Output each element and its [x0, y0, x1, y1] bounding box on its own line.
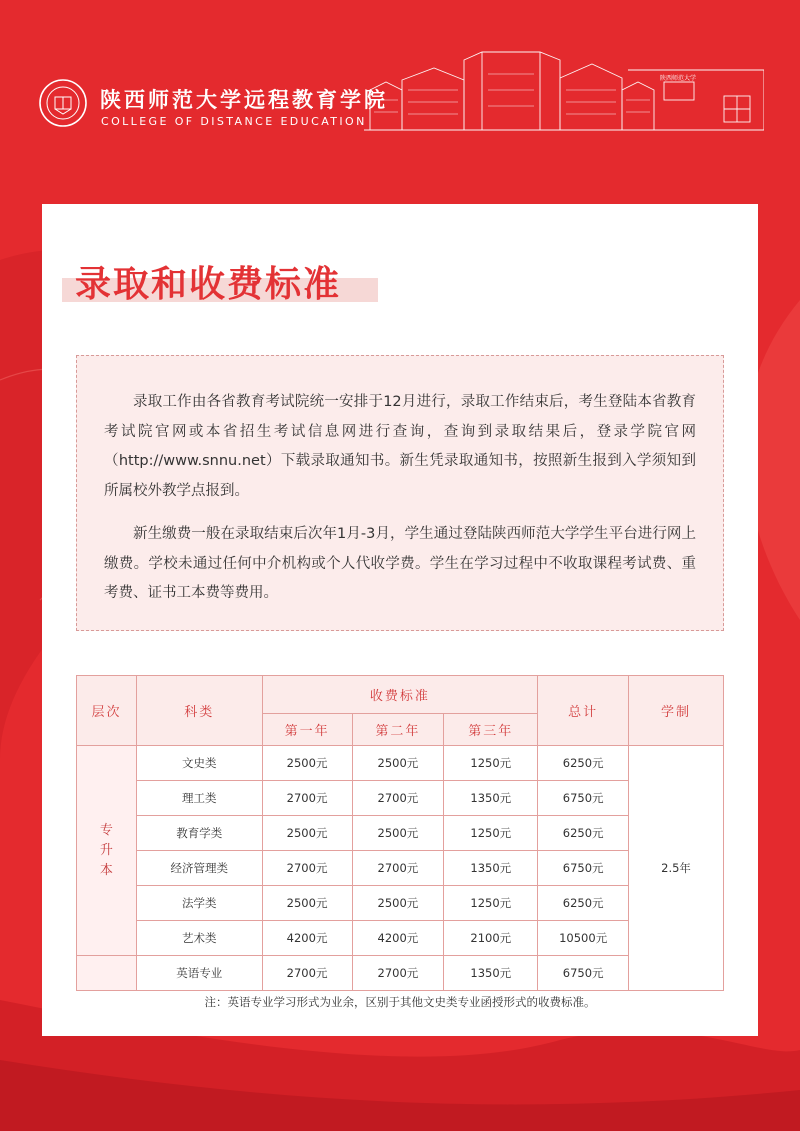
page-title: 录取和收费标准 — [75, 264, 342, 305]
year2-fee-cell: 2700元 — [352, 956, 444, 991]
school-name-en: COLLEGE OF DISTANCE EDUCATION — [101, 115, 367, 128]
year2-fee-cell: 2500元 — [352, 746, 444, 781]
category-cell: 文史类 — [136, 746, 262, 781]
table-row — [77, 956, 724, 991]
level-cell — [77, 746, 137, 956]
total-fee-cell: 6250元 — [538, 746, 629, 781]
year1-fee-cell: 2700元 — [262, 851, 352, 886]
year1-fee-cell: 2500元 — [262, 746, 352, 781]
category-cell: 经济管理类 — [136, 851, 262, 886]
header-year2: 第二年 — [352, 714, 444, 746]
level-cell-empty — [77, 956, 137, 991]
table-footnote: 注：英语专业学习形式为业余，区别于其他文史类专业函授形式的收费标准。 — [204, 995, 596, 1009]
year1-fee-cell: 2700元 — [262, 956, 352, 991]
table-row — [77, 816, 724, 851]
category-cell: 教育学类 — [136, 816, 262, 851]
header-year3: 第三年 — [444, 714, 538, 746]
year3-fee-cell: 1250元 — [444, 886, 538, 921]
year2-fee-cell: 2500元 — [352, 886, 444, 921]
year1-fee-cell: 2700元 — [262, 781, 352, 816]
category-cell: 理工类 — [136, 781, 262, 816]
total-fee-cell: 6750元 — [538, 851, 629, 886]
intro-paragraph-payment: 新生缴费一般在录取结束后次年1月-3月，学生通过登陆陕西师范大学学生平台进行网上缴费。学校未通过任何中介机构或个人代收学费。学生在学习过程中不收取课程考试费、重考费、证书工本费等费用。 — [104, 526, 696, 601]
fee-table-header — [77, 676, 724, 746]
year2-fee-cell: 2700元 — [352, 781, 444, 816]
category-cell: 法学类 — [136, 886, 262, 921]
table-row — [77, 851, 724, 886]
year1-fee-cell: 2500元 — [262, 886, 352, 921]
header-level: 层次 — [77, 676, 137, 746]
header-year1: 第一年 — [262, 714, 352, 746]
duration-cell: 2.5年 — [629, 746, 724, 991]
year3-fee-cell: 1350元 — [444, 851, 538, 886]
year3-fee-cell: 1250元 — [444, 746, 538, 781]
header-subject: 科类 — [136, 676, 262, 746]
year2-fee-cell: 2500元 — [352, 816, 444, 851]
table-row — [77, 886, 724, 921]
fee-table — [76, 675, 724, 991]
total-fee-cell: 6250元 — [538, 886, 629, 921]
intro-panel — [76, 355, 724, 631]
year3-fee-cell: 1250元 — [444, 816, 538, 851]
school-name-cn: 陕西师范大学远程教育学院 — [100, 87, 388, 112]
total-fee-cell: 6750元 — [538, 956, 629, 991]
level-label: 专升本 — [99, 822, 113, 878]
total-fee-cell: 6750元 — [538, 781, 629, 816]
header-total: 总计 — [538, 676, 629, 746]
gate-sign-text: 陕西师范大学 — [660, 75, 697, 82]
year2-fee-cell: 2700元 — [352, 851, 444, 886]
year3-fee-cell: 2100元 — [444, 921, 538, 956]
year3-fee-cell: 1350元 — [444, 956, 538, 991]
school-emblem-icon — [38, 78, 88, 128]
year2-fee-cell: 4200元 — [352, 921, 444, 956]
total-fee-cell: 10500元 — [538, 921, 629, 956]
header — [0, 0, 800, 150]
campus-building-illustration — [364, 50, 764, 134]
total-fee-cell: 6250元 — [538, 816, 629, 851]
year1-fee-cell: 4200元 — [262, 921, 352, 956]
category-cell: 艺术类 — [136, 921, 262, 956]
fee-table-body — [77, 746, 724, 991]
header-duration: 学制 — [629, 676, 724, 746]
category-cell: 英语专业 — [136, 956, 262, 991]
year3-fee-cell: 1350元 — [444, 781, 538, 816]
table-row — [77, 781, 724, 816]
table-row — [77, 921, 724, 956]
intro-paragraph-admission: 录取工作由各省教育考试院统一安排于12月进行，录取工作结束后，考生登陆本省教育考试院官网或本省招生考试信息网进行查询，查询到录取结果后，登录学院官网（http://www.snnu.net）下载录取通知书。新生凭录取通知书，按照新生报到入学须知到所属校外教学点报到。 — [104, 394, 696, 499]
content-card — [42, 204, 758, 1036]
year1-fee-cell: 2500元 — [262, 816, 352, 851]
table-row — [77, 746, 724, 781]
header-fee-standard: 收费标准 — [262, 676, 538, 714]
